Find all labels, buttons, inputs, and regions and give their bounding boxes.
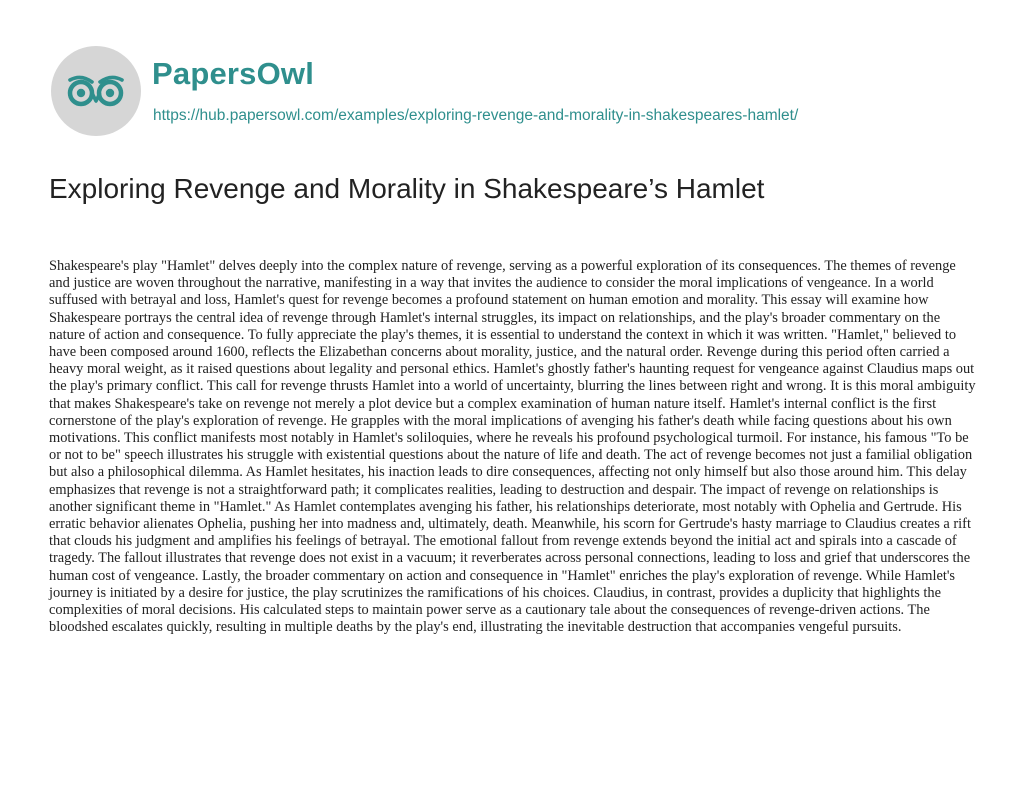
- site-header: [49, 44, 1009, 144]
- url-scheme: https://: [153, 107, 200, 124]
- essay-body-text: Shakespeare's play "Hamlet" delves deeply into the complex nature of revenge, serving as a powerful exploration of its consequences. The themes of revenge and justice are woven throughout the narrative, manifesting in a way that invites the audience to consider the moral implications of vengeance. In a world suffused with betrayal and loss, Hamlet's quest for revenge becomes a profound statement on human emotion and morality. This essay will examine how Shakespeare portrays the central idea of revenge through Hamlet's internal struggles, its impact on relationships, and the play's broader commentary on the nature of action and consequence. To fully appreciate the play's themes, it is essential to understand the context in which it was written. "Hamlet," believed to have been composed around 1600, reflects the Elizabethan concerns about morality, justice, and the natural order. Revenge during this period often carried a heavy moral weight, as it raised questions about legality and personal ethics. Hamlet's ghostly father's haunting request for vengeance against Claudius maps out the play's primary conflict. This call for revenge thrusts Hamlet into a world of uncertainty, blurring the lines between right and wrong. It is this moral ambiguity that makes Shakespeare's take on revenge not merely a plot device but a complex examination of human nature itself. Hamlet's internal conflict is the first cornerstone of the play's exploration of revenge. He grapples with the moral implications of avenging his father's death while facing questions about his own motivations. This conflict manifests most notably in Hamlet's soliloquies, where he reveals his profound psychological turmoil. For instance, his famous "To be or not to be" speech illustrates his struggle with existential questions about the nature of life and death. The act of revenge becomes not just a familial obligation but also a philosophical dilemma. As Hamlet hesitates, his inaction leads to dire consequences, affecting not only himself but also those around him. This delay emphasizes that revenge is not a straightforward path; it complicates realities, leading to destruction and despair. The impact of revenge on relationships is another significant theme in "Hamlet." As Hamlet contemplates avenging his father, his relationships deteriorate, most notably with Ophelia and Gertrude. His erratic behavior alienates Ophelia, pushing her into madness and, ultimately, death. Meanwhile, his scorn for Gertrude's hasty marriage to Claudius creates a rift that clouds his judgment and amplifies his feelings of betrayal. The emotional fallout from revenge extends beyond the initial act and spirals into a cascade of tragedy. The fallout illustrates that revenge does not exist in a vacuum; it reverberates across personal connections, leading to loss and grief that underscores the human cost of vengeance. Lastly, the broader commentary on action and consequence in "Hamlet" enriches the play's exploration of revenge. While Hamlet's journey is initiated by a desire for justice, the play scrutinizes the ramifications of his choices. Claudius, in contrast, provides a duplicity that highlights the complexities of moral decisions. His calculated steps to maintain power serve as a cautionary tale about the consequences of revenge-driven actions. The bloodshed escalates quickly, resulting in multiple deaths by the play's end, illustrating the inevitable destruction that accompanies vengeful pursuits.: [49, 258, 976, 636]
- source-url-link[interactable]: [153, 108, 798, 124]
- brand-name: PapersOwl: [152, 56, 315, 91]
- owl-logo-icon: [49, 44, 143, 138]
- article-title: Exploring Revenge and Morality in Shakespeare’s Hamlet: [49, 173, 765, 204]
- url-path: hub.papersowl.com/examples/exploring-revenge-and-morality-in-shakespeares-hamlet/: [199, 107, 799, 124]
